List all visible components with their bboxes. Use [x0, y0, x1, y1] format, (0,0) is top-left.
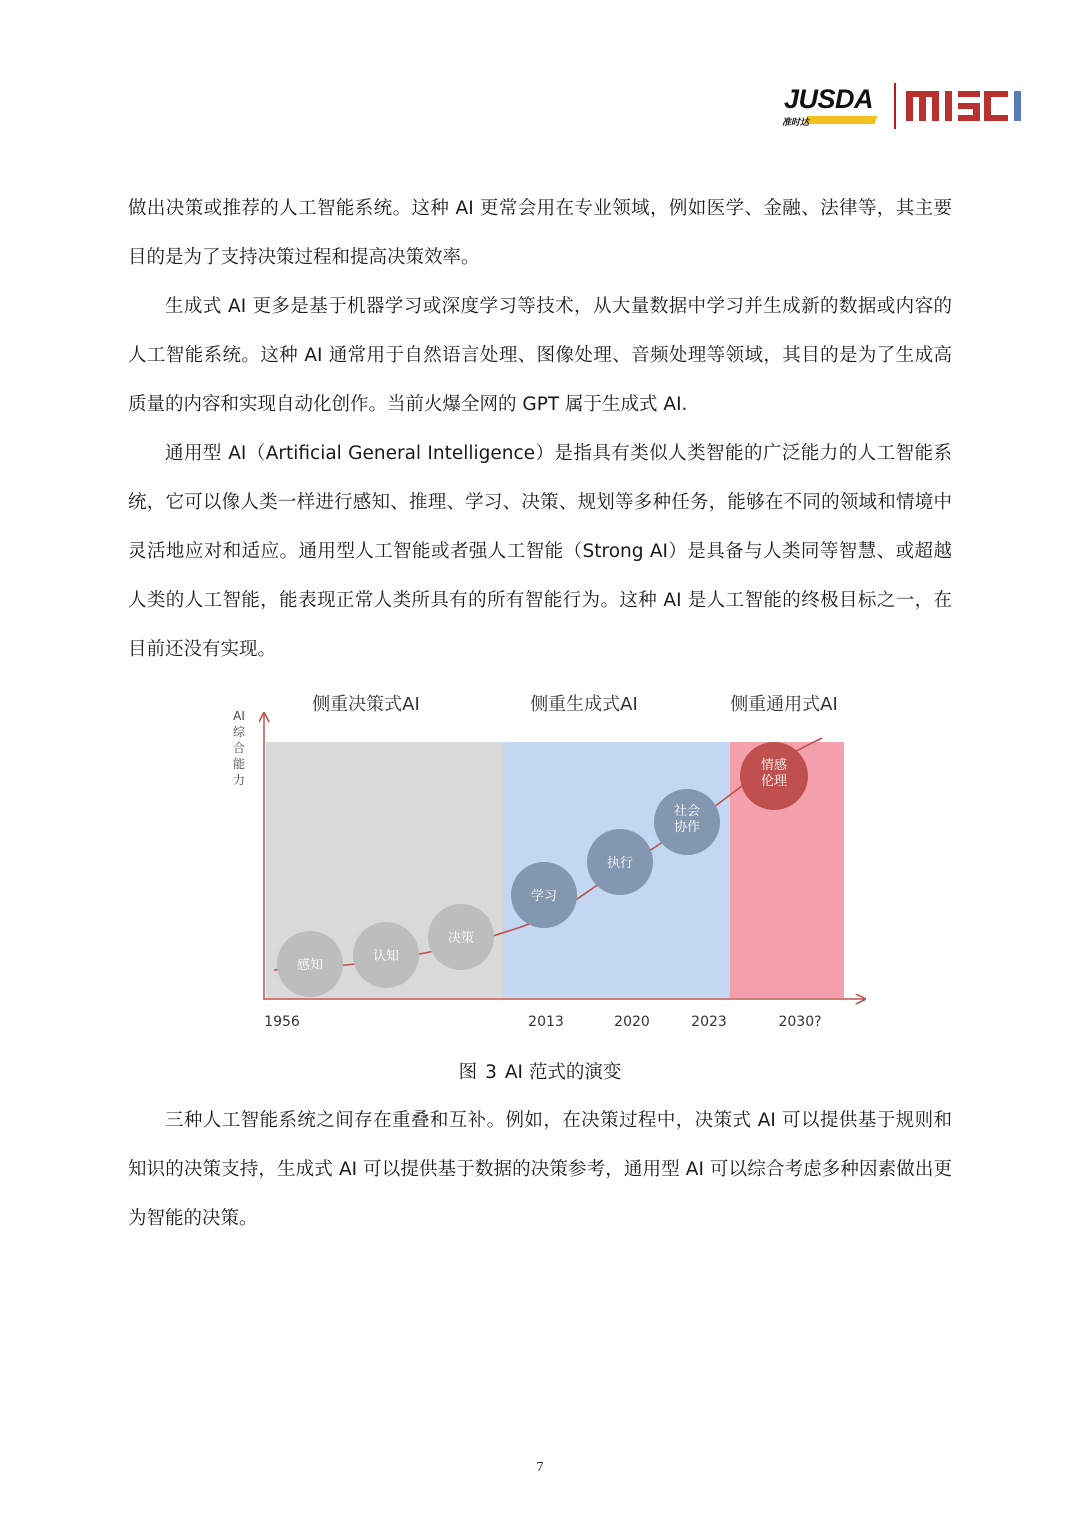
y-axis-label-char: AI — [233, 709, 245, 723]
chart-svg — [226, 686, 876, 1034]
paragraph-generative-ai: 生成式 AI 更多是基于机器学习或深度学习等技术，从大量数据中学习并生成新的数据或内容的人工智能系统。这种 AI 通常用于自然语言处理、图像处理、音频处理等领域，其目的是为了生成高质量的内容和实现自动化创作。当前火爆全网的 GPT 属于生成式 AI. — [128, 296, 952, 415]
milestone-label-line: 协作 — [673, 820, 701, 835]
caption-text: AI 范式的演变 — [504, 1062, 622, 1083]
y-axis-label-char: 综 — [232, 725, 246, 739]
y-axis-label-char: 力 — [232, 773, 246, 787]
milestone-emotion-ethics — [740, 742, 808, 810]
milestone-learning-label: 学习 — [530, 889, 558, 904]
misci-logo — [906, 85, 1024, 127]
milestone-cognition — [353, 922, 419, 988]
paragraph-overlap: 三种人工智能系统之间存在重叠和互补。例如，在决策过程中，决策式 AI 可以提供基于规则和知识的决策支持，生成式 AI 可以提供基于数据的决策参考，通用型 AI 可以综合考虑多种因素做出更为智能的决策。 — [128, 1110, 952, 1229]
jusda-logo-bar — [805, 116, 878, 124]
jusda-wordmark: JUSDA — [784, 84, 874, 114]
milestone-label-line: 社会 — [673, 804, 701, 819]
page-number: 7 — [536, 1460, 544, 1475]
milestone-execution-label: 执行 — [606, 856, 634, 871]
milestone-cognition-label: 认知 — [372, 949, 400, 964]
milestone-learning — [511, 862, 577, 928]
paragraph-decision-ai: 做出决策或推荐的人工智能系统。这种 AI 更常会用在专业领域，例如医学、金融、法律等，其主要目的是为了支持决策过程和提高决策效率。 — [128, 198, 952, 268]
region-label-generative: 侧重生成式AI — [530, 694, 638, 715]
region-label-general: 侧重通用式AI — [730, 694, 838, 715]
milestone-label-line: 伦理 — [760, 774, 788, 789]
logo-divider — [894, 83, 896, 129]
milestone-decision-label: 决策 — [447, 931, 475, 946]
x-tick-2020: 2020 — [614, 1014, 650, 1030]
jusda-subtitle: 准时达 — [782, 118, 810, 128]
figure-caption — [0, 1058, 1080, 1084]
y-axis-label — [233, 709, 246, 787]
x-tick-2030: 2030? — [778, 1014, 822, 1030]
y-axis-label-char: 能 — [232, 757, 246, 771]
caption-number: 3 — [485, 1062, 497, 1083]
milestone-social-collaboration — [654, 789, 720, 855]
x-tick-2023: 2023 — [691, 1014, 727, 1030]
caption-prefix: 图 — [458, 1062, 478, 1083]
region-label-decision: 侧重决策式AI — [312, 694, 420, 715]
ai-evolution-chart — [226, 686, 876, 1034]
jusda-logo — [780, 82, 880, 130]
x-tick-2013: 2013 — [528, 1014, 564, 1030]
milestone-execution — [587, 829, 653, 895]
header-logos — [780, 80, 1024, 132]
milestone-perception — [277, 931, 343, 997]
milestone-perception-label: 感知 — [296, 958, 324, 973]
y-axis-label-char: 合 — [232, 741, 246, 755]
x-tick-1956: 1956 — [264, 1014, 300, 1030]
paragraph-general-ai: 通用型 AI（Artificial General Intelligence）是指具有类似人类智能的广泛能力的人工智能系统，它可以像人类一样进行感知、推理、学习、决策、规划等多种任务，能够在不同的领域和情境中灵活地应对和适应。通用型人工智能或者强人工智能（Strong AI）是具备与人类同等智慧、或超越人类的人工智能，能表现正常人类所具有的所有智能行为。这种 AI 是人工智能的终极目标之一，在目前还没有实现。 — [128, 443, 952, 660]
milestone-decision — [428, 904, 494, 970]
milestone-label-line: 情感 — [760, 758, 788, 773]
